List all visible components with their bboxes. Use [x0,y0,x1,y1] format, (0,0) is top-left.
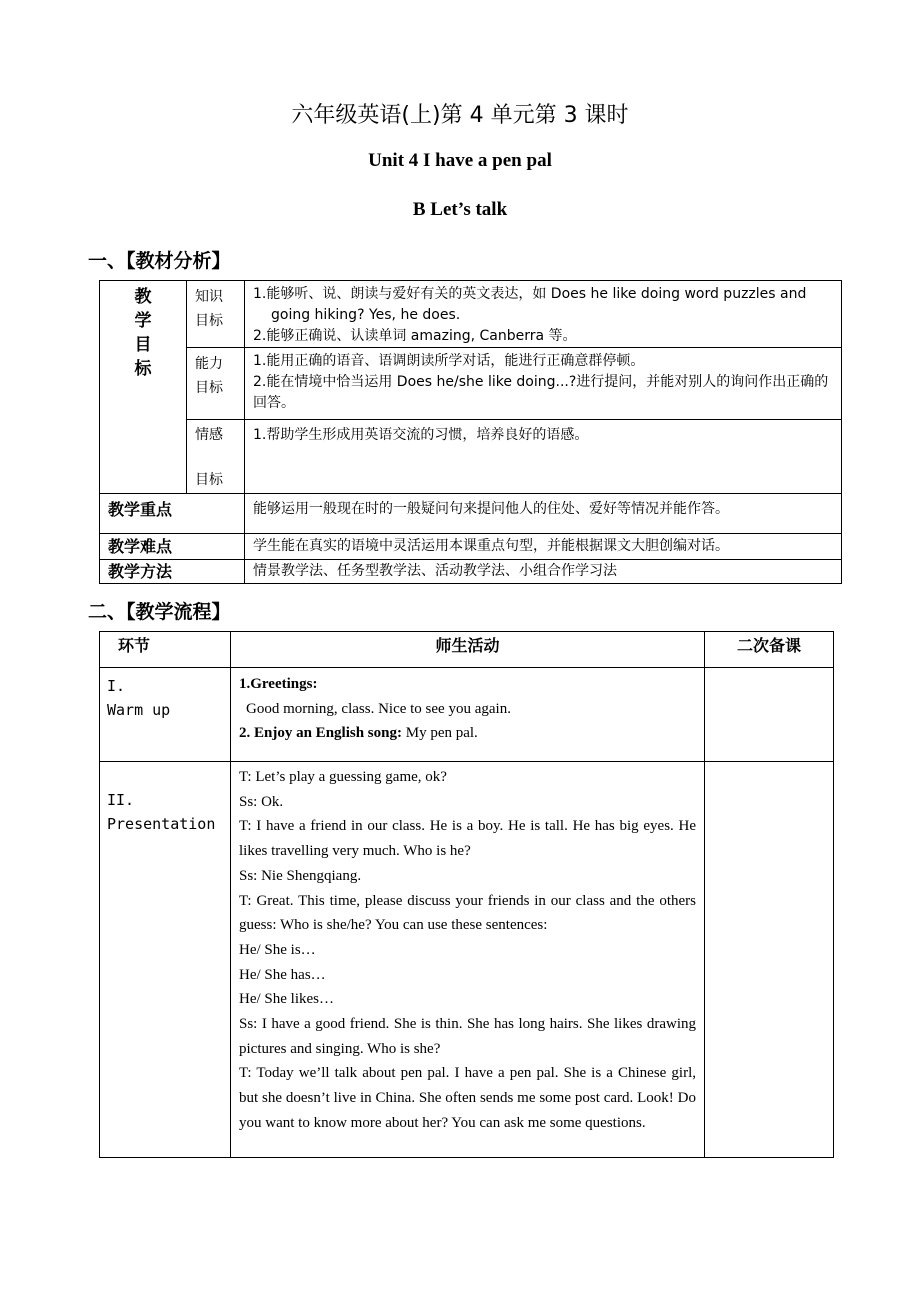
warmup-activity [231,668,705,762]
emotion-label-line1: 情感 [195,427,223,443]
unit-title: Unit 4 I have a pen pal [368,150,552,171]
song-text: My pen pal. [401,725,478,742]
warmup-name: Warm up [107,701,171,719]
key-point-text: 能够运用一般现在时的一般疑问句来提问他人的住处、爱好等情况并能作答。 [245,494,842,534]
ability-item-1: 1.能用正确的语音、语调朗读所学对话，能进行正确意群停顿。 [253,353,645,369]
ability-label-line2: 目标 [195,380,223,396]
ability-goal-content [245,348,842,420]
page-title: 六年级英语(上)第 4 单元第 3 课时 [291,103,629,128]
stage-warmup [100,668,231,762]
ability-goal-label [187,348,245,420]
presentation-activity [231,762,705,1158]
goal-char-2: 学 [134,311,152,331]
emotion-label-line2: 目标 [195,472,223,488]
dialog-line: T: I have a friend in our class. He is a boy. He is tall. He has big eyes. He likes travelling very much. Who is he? [239,818,696,860]
emotion-item-1: 1.帮助学生形成用英语交流的习惯，培养良好的语感。 [253,427,589,443]
song-line [239,721,696,746]
goal-char-1: 教 [134,287,152,307]
knowledge-item-2: 2.能够正确说、认读单词 amazing, Canberra 等。 [253,328,577,344]
goal-char-4: 标 [134,359,152,379]
dialog-line: Ss: Nie Shengqiang. [239,867,362,884]
teaching-goals-label [100,281,187,494]
dialog-line: He/ She has… [239,966,326,983]
analysis-table [99,280,842,584]
knowledge-label-line2: 目标 [195,313,223,329]
difficulty-text: 学生能在真实的语境中灵活运用本课重点句型，并能根据课文大胆创编对话。 [245,534,842,560]
emotion-goal-content [245,420,842,494]
knowledge-label-line1: 知识 [195,289,223,305]
emotion-goal-label [187,420,245,494]
song-label: 2. Enjoy an English song: [239,725,402,742]
dialog-line: T: Let’s play a guessing game, ok? [239,769,447,785]
ability-item-2: 2.能在情境中恰当运用 Does he/she like doing...?进行提问，并能对别人的询问作出正确的回答。 [253,374,829,411]
method-text: 情景教学法、任务型教学法、活动教学法、小组合作学习法 [245,560,842,584]
knowledge-goal-content [245,281,842,348]
goal-char-3: 目 [134,335,152,355]
greetings-text: Good morning, class. Nice to see you again. [246,700,511,717]
section-heading-analysis: 一、【教材分析】 [88,250,231,272]
warmup-number: I. [107,677,126,695]
dialog-line: He/ She likes… [239,991,334,1008]
stage-presentation [100,762,231,1158]
header-notes: 二次备课 [705,632,834,668]
dialog-line: Ss: Ok. [239,793,284,810]
presentation-name: Presentation [107,815,216,833]
dialog-line: Ss: I have a good friend. She is thin. She has long hairs. She likes drawing pictures and singing. Who is she? [239,1016,696,1057]
ability-label-line1: 能力 [195,356,223,372]
key-point-label: 教学重点 [100,494,245,534]
process-table [99,631,834,1158]
lesson-title: B Let’s talk [412,199,508,220]
header-stage: 环节 [100,632,231,668]
warmup-notes [705,668,834,762]
presentation-notes [705,762,834,1158]
difficulty-label: 教学难点 [100,534,245,560]
method-label: 教学方法 [100,560,245,584]
greetings-label: 1.Greetings: [239,676,318,692]
section-heading-process: 二、【教学流程】 [88,601,231,623]
dialog-line: T: Today we’ll talk about pen pal. I have a pen pal. She is a Chinese girl, but she doesn’t live in China. She often sends me some post card. Look! Do you want to know more about her? You can ask me some questions. [239,1065,696,1131]
dialog-line: He/ She is… [239,941,316,958]
presentation-number: II. [107,791,135,809]
knowledge-item-1: 1.能够听、说、朗读与爱好有关的英文表达，如 Does he like doing word puzzles and going hiking? Yes, he does. [253,286,807,323]
dialog-line: T: Great. This time, please discuss your friends in our class and the others guess: Who is she/he? You can use these sentences: [239,892,696,934]
knowledge-goal-label [187,281,245,348]
header-activity: 师生活动 [231,632,705,668]
